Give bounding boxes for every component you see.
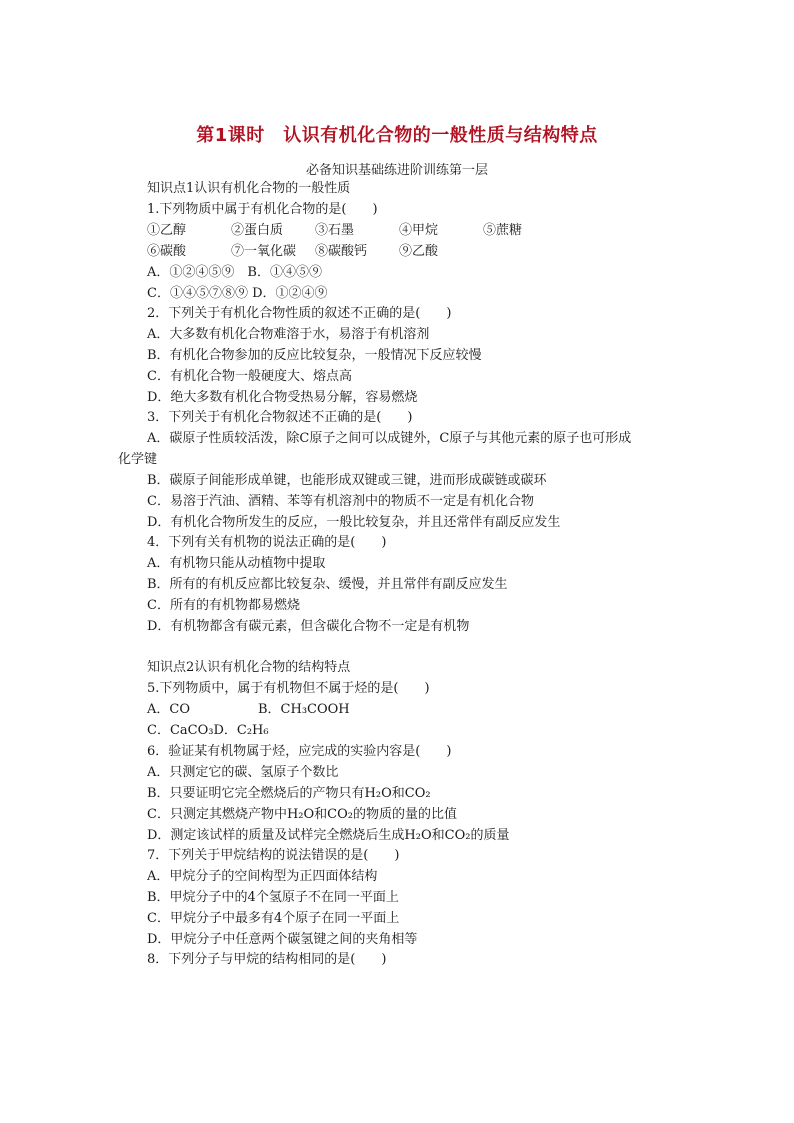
knowledge-point-heading: 知识点1认识有机化合物的一般性质 <box>147 181 351 196</box>
question-stem: 6．验证某有机物属于烃，应完成的实验内容是( ) <box>147 744 452 759</box>
q1-items-row-1 <box>147 223 522 239</box>
q1-item: ①乙醇 <box>147 223 187 238</box>
answer-option: D．绝大多数有机化合物受热易分解，容易燃烧 <box>147 390 418 405</box>
answer-option: B．有机化合物参加的反应比较复杂，一般情况下反应较慢 <box>147 348 482 363</box>
answer-option: A．碳原子性质较活泼，除C原子之间可以成键外，C原子与其他元素的原子也可形成 <box>147 431 632 446</box>
q1-item: ⑤蔗糖 <box>483 223 523 238</box>
page-subtitle: 必备知识基础练进阶训练第一层 <box>305 163 488 178</box>
question-stem: 5.下列物质中，属于有机物但不属于烃的是( ) <box>147 681 430 696</box>
q1-item: ⑦一氧化碳 <box>231 244 297 259</box>
answer-option: B．所有的有机反应都比较复杂、缓慢，并且常伴有副反应发生 <box>147 577 508 592</box>
answer-option: D．甲烷分子中任意两个碳氢键之间的夹角相等 <box>147 932 418 947</box>
answer-options: A．①②④⑤⑨ B．①④⑤⑨ <box>147 265 322 280</box>
answer-option: C．易溶于汽油、酒精、苯等有机溶剂中的物质不一定是有机化合物 <box>147 494 534 509</box>
answer-option: D．测定该试样的质量及试样完全燃烧后生成H₂O和CO₂的质量 <box>147 828 510 843</box>
answer-option: A．CO <box>147 702 190 717</box>
answer-option: B．甲烷分子中的4个氢原子不在同一平面上 <box>147 890 399 905</box>
answer-option: D．有机化合物所发生的反应，一般比较复杂，并且还常伴有副反应发生 <box>147 515 561 530</box>
q1-item: ⑥碳酸 <box>147 244 187 259</box>
answer-option: B．只要证明它完全燃烧后的产物只有H₂O和CO₂ <box>147 786 431 801</box>
q1-item: ⑨乙酸 <box>399 244 439 259</box>
q1-item: ⑧碳酸钙 <box>315 244 368 259</box>
q1-item: ③石墨 <box>315 223 355 238</box>
answer-option: D．有机物都含有碳元素，但含碳化合物不一定是有机物 <box>147 619 470 634</box>
answer-option-continuation: 化学键 <box>118 452 158 467</box>
answer-option: A．甲烷分子的空间构型为正四面体结构 <box>147 869 378 884</box>
question-stem: 1.下列物质中属于有机化合物的是( ) <box>147 202 378 217</box>
page-title: 第1课时 认识有机化合物的一般性质与结构特点 <box>196 125 598 146</box>
answer-option: A．大多数有机化合物难溶于水，易溶于有机溶剂 <box>147 327 430 342</box>
answer-option: C．只测定其燃烧产物中H₂O和CO₂的物质的量的比值 <box>147 807 457 822</box>
answer-option: C．所有的有机物都易燃烧 <box>147 598 300 613</box>
question-stem: 8．下列分子与甲烷的结构相同的是( ) <box>147 952 387 967</box>
answer-options: C．①④⑤⑦⑧⑨ D．①②④⑨ <box>147 286 328 301</box>
answer-option: C．甲烷分子中最多有4个原子在同一平面上 <box>147 911 400 926</box>
question-stem: 4．下列有关有机物的说法正确的是( ) <box>147 535 387 550</box>
question-stem: 7．下列关于甲烷结构的说法错误的是( ) <box>147 848 400 863</box>
question-stem: 3．下列关于有机化合物叙述不正确的是( ) <box>147 410 413 425</box>
answer-option: B．CH₃COOH <box>258 702 350 717</box>
knowledge-point-heading: 知识点2认识有机化合物的结构特点 <box>147 660 351 675</box>
answer-options: C．CaCO₃D．C₂H₆ <box>147 723 269 738</box>
answer-option: A．有机物只能从动植物中提取 <box>147 556 326 571</box>
q1-items-row-2 <box>147 244 438 260</box>
question-stem: 2．下列关于有机化合物性质的叙述不正确的是( ) <box>147 306 452 321</box>
q1-item: ④甲烷 <box>399 223 439 238</box>
answer-option: B．碳原子间能形成单键，也能形成双键或三键，进而形成碳链或碳环 <box>147 473 547 488</box>
q1-item: ②蛋白质 <box>231 223 284 238</box>
answer-option: C．有机化合物一般硬度大、熔点高 <box>147 369 352 384</box>
answer-option: A．只测定它的碳、氢原子个数比 <box>147 765 339 780</box>
